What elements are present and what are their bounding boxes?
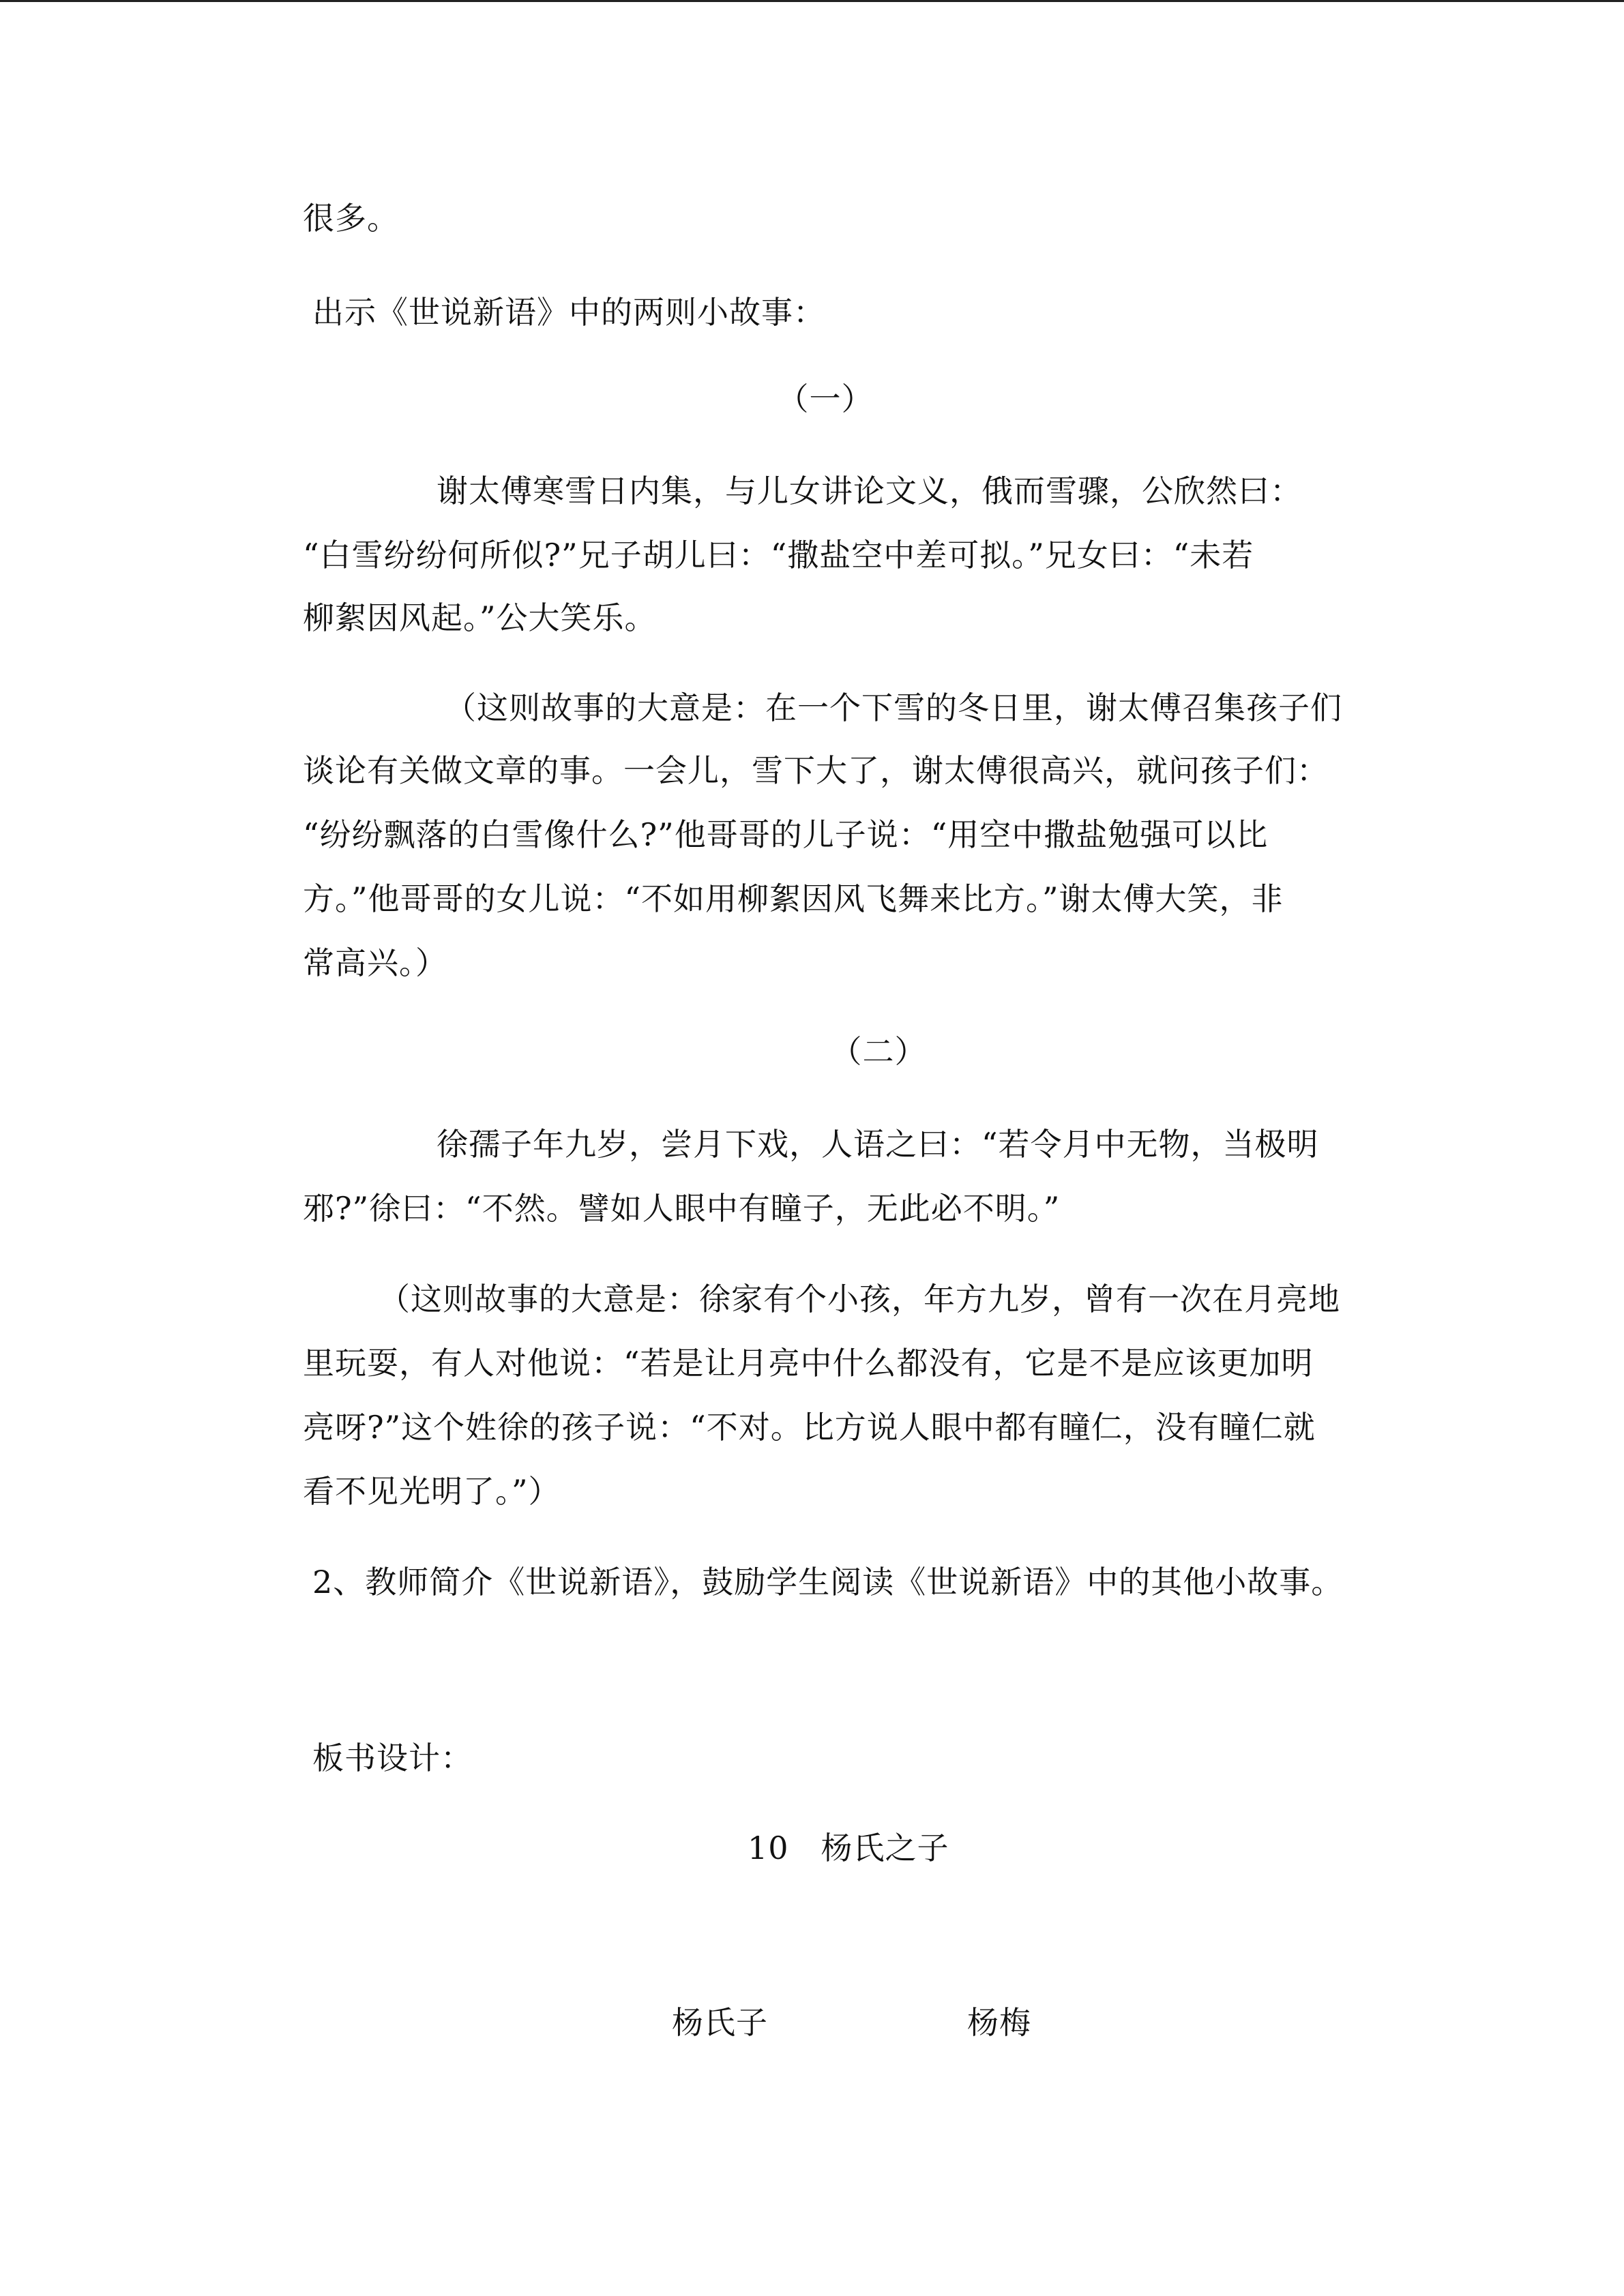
paragraph-intro: 很多。: [303, 200, 399, 237]
story1-text-line-3: 柳絮因风起。”公大笑乐。: [303, 599, 657, 636]
story2-gloss-line-1: （这则故事的大意是：徐家有个小孩，年方九岁，曾有一次在月亮地: [379, 1281, 1340, 1317]
story2-text-line-1: 徐孺子年九岁，尝月下戏，人语之曰：“若令月中无物，当极明: [437, 1126, 1319, 1163]
story1-gloss-line-3: “纷纷飘落的白雪像什么?”他哥哥的儿子说：“用空中撒盐勉强可以比: [303, 816, 1269, 853]
story1-gloss-line-5: 常高兴。）: [303, 944, 447, 981]
story1-text-line-2: “白雪纷纷何所似?”兄子胡儿曰：“撒盐空中差可拟。”兄女曰：“未若: [303, 537, 1254, 573]
story2-gloss-line-3: 亮呀?”这个姓徐的孩子说：“不对。比方说人眼中都有瞳仁，没有瞳仁就: [303, 1409, 1316, 1446]
board-left-item: 杨氏子: [672, 2004, 768, 2041]
paragraph-teacher-intro: 2、教师简介《世说新语》，鼓励学生阅读《世说新语》中的其他小故事。: [312, 1564, 1344, 1600]
story2-heading: （二）: [830, 1033, 927, 1070]
story2-text-line-2: 邪?”徐曰：“不然。譬如人眼中有瞳子，无此必不明。”: [303, 1190, 1061, 1227]
story1-heading: （一）: [777, 381, 874, 417]
story1-gloss-line-1: （这则故事的大意是：在一个下雪的冬日里，谢太傅召集孩子们: [445, 689, 1342, 726]
board-title: 10 杨氏之子: [748, 1830, 949, 1866]
story2-gloss-line-4: 看不见光明了。”）: [303, 1473, 561, 1510]
story1-gloss-line-4: 方。”他哥哥的女儿说：“不如用柳絮因风飞舞来比方。”谢太傅大笑，非: [303, 880, 1284, 917]
story2-gloss-line-2: 里玩耍，有人对他说：“若是让月亮中什么都没有，它是不是应该更加明: [303, 1345, 1314, 1382]
board-design-label: 板书设计：: [312, 1740, 473, 1776]
board-right-item: 杨梅: [967, 2004, 1031, 2041]
paragraph-show-stories: 出示《世说新语》中的两则小故事：: [312, 294, 825, 331]
story1-text-line-1: 谢太傅寒雪日内集，与儿女讲论文义，俄而雪骤，公欣然曰：: [437, 473, 1302, 509]
story1-gloss-line-2: 谈论有关做文章的事。一会儿，雪下大了，谢太傅很高兴，就问孩子们：: [303, 752, 1329, 789]
